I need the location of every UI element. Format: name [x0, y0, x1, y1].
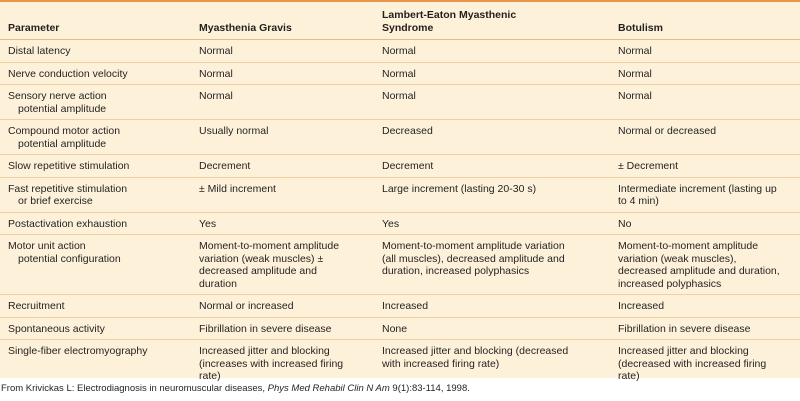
cell-value: Increased — [382, 300, 429, 312]
cell-parameter — [0, 340, 191, 387]
cell-botulism — [610, 40, 800, 63]
cell-botulism — [610, 340, 800, 387]
parameter-label: Spontaneous activity — [8, 322, 105, 335]
cell-value: Normal — [382, 67, 416, 80]
cell-value: ± Mild increment — [199, 182, 276, 195]
cell-value: Normal — [618, 67, 652, 80]
cell-value: Increased jitter and blocking (decreased with increased firing rate) — [618, 345, 767, 382]
cell-lems — [374, 340, 610, 387]
cell-parameter — [0, 177, 191, 212]
cell-myasthenia-gravis — [191, 62, 374, 85]
cell-value: Normal — [382, 45, 416, 57]
cell-value: Normal or decreased — [618, 125, 717, 137]
parameter-label: potential configuration — [18, 252, 121, 265]
cell-lems — [374, 295, 610, 318]
cell-myasthenia-gravis — [191, 295, 374, 318]
cell-botulism — [610, 85, 800, 120]
cell-value: Yes — [382, 217, 400, 230]
cell-value: Normal — [618, 45, 652, 57]
header-parameter: Parameter — [0, 2, 191, 40]
cell-value: Normal — [382, 90, 416, 102]
table-row — [0, 317, 800, 340]
cell-parameter — [0, 40, 191, 63]
parameter-label: Distal latency — [8, 45, 71, 57]
cell-botulism — [610, 295, 800, 318]
cell-botulism — [610, 120, 800, 155]
cell-parameter — [0, 235, 191, 295]
citation-journal: Phys Med Rehabil Clin N Am — [267, 383, 390, 394]
cell-parameter — [0, 120, 191, 155]
parameter-label: Motor unit action — [8, 240, 86, 252]
cell-lems — [374, 212, 610, 235]
table-row — [0, 177, 800, 212]
table-header-row — [0, 2, 800, 40]
cell-myasthenia-gravis — [191, 120, 374, 155]
cell-value: Moment-to-moment amplitude variation (weak muscles), decreased amplitude and duration, increased polyphasics — [618, 240, 780, 290]
cell-value: Intermediate increment (lasting up to 4 min) — [618, 182, 777, 207]
table-row — [0, 235, 800, 295]
cell-value: ± Decrement — [618, 160, 679, 172]
source-citation — [1, 383, 470, 394]
cell-parameter — [0, 62, 191, 85]
cell-value: Normal or increased — [199, 300, 294, 312]
cell-myasthenia-gravis — [191, 155, 374, 178]
parameter-label: Compound motor action — [8, 125, 121, 137]
cell-value: Decreased — [382, 125, 433, 137]
cell-value: Moment-to-moment amplitude variation (weak muscles) ± decreased amplitude and duration — [199, 240, 340, 290]
parameter-label: Slow repetitive stimulation — [8, 160, 130, 172]
cell-value: No — [618, 217, 632, 230]
cell-value: Decrement — [382, 160, 434, 172]
cell-value: Normal — [199, 90, 233, 102]
cell-lems — [374, 177, 610, 212]
parameter-label: potential amplitude — [18, 102, 107, 115]
cell-lems — [374, 62, 610, 85]
cell-parameter — [0, 155, 191, 178]
comparison-table — [0, 2, 800, 387]
table-row — [0, 155, 800, 178]
cell-myasthenia-gravis — [191, 40, 374, 63]
header-myasthenia-gravis: Myasthenia Gravis — [191, 2, 374, 40]
header-botulism: Botulism — [610, 2, 800, 40]
parameter-label: Recruitment — [8, 300, 65, 312]
table-row — [0, 212, 800, 235]
cell-value: Increased jitter and blocking (increases with increased firing rate) — [199, 345, 344, 382]
cell-myasthenia-gravis — [191, 317, 374, 340]
header-lems: Lambert-Eaton Myasthenic Syndrome — [374, 2, 610, 40]
cell-myasthenia-gravis — [191, 177, 374, 212]
table-row — [0, 295, 800, 318]
cell-lems — [374, 40, 610, 63]
cell-lems — [374, 317, 610, 340]
citation-text: From Krivickas L: Electrodiagnosis in neuromuscular diseases, — [1, 383, 268, 394]
table-row — [0, 340, 800, 387]
cell-parameter — [0, 85, 191, 120]
cell-value: Moment-to-moment amplitude variation (all muscles), decreased amplitude and duration, increased polyphasics — [382, 240, 565, 277]
cell-myasthenia-gravis — [191, 212, 374, 235]
cell-value: Increased — [618, 300, 665, 312]
cell-myasthenia-gravis — [191, 85, 374, 120]
cell-value: Fibrillation in severe disease — [618, 322, 751, 335]
cell-value: None — [382, 322, 408, 335]
parameter-label: or brief exercise — [18, 195, 93, 207]
cell-lems — [374, 235, 610, 295]
parameter-label: Single-fiber electromyography — [8, 345, 148, 357]
table-row — [0, 40, 800, 63]
cell-botulism — [610, 155, 800, 178]
citation-details: 9(1):83-114, 1998. — [389, 383, 470, 394]
cell-value: Normal — [199, 67, 233, 80]
cell-botulism — [610, 235, 800, 295]
cell-myasthenia-gravis — [191, 340, 374, 387]
cell-lems — [374, 155, 610, 178]
cell-botulism — [610, 317, 800, 340]
cell-value: Fibrillation in severe disease — [199, 322, 332, 335]
cell-parameter — [0, 295, 191, 318]
cell-parameter — [0, 317, 191, 340]
parameter-label: Fast repetitive stimulation — [8, 182, 128, 195]
cell-value: Yes — [199, 217, 217, 230]
cell-value: Increased jitter and blocking (decreased with increased firing rate) — [382, 345, 569, 370]
table-row — [0, 85, 800, 120]
cell-value: Decrement — [199, 160, 251, 172]
parameter-label: Sensory nerve action — [8, 90, 107, 102]
cell-value: Large increment (lasting 20-30 s) — [382, 182, 537, 195]
cell-myasthenia-gravis — [191, 235, 374, 295]
cell-lems — [374, 120, 610, 155]
table-row — [0, 62, 800, 85]
cell-lems — [374, 85, 610, 120]
parameter-label: Postactivation exhaustion — [8, 217, 128, 230]
cell-parameter — [0, 212, 191, 235]
parameter-label: potential amplitude — [18, 137, 107, 150]
cell-botulism — [610, 62, 800, 85]
cell-value: Normal — [618, 90, 652, 102]
cell-value: Normal — [199, 45, 233, 57]
cell-botulism — [610, 212, 800, 235]
cell-botulism — [610, 177, 800, 212]
cell-value: Usually normal — [199, 125, 269, 137]
parameter-label: Nerve conduction velocity — [8, 67, 128, 80]
table-row — [0, 120, 800, 155]
